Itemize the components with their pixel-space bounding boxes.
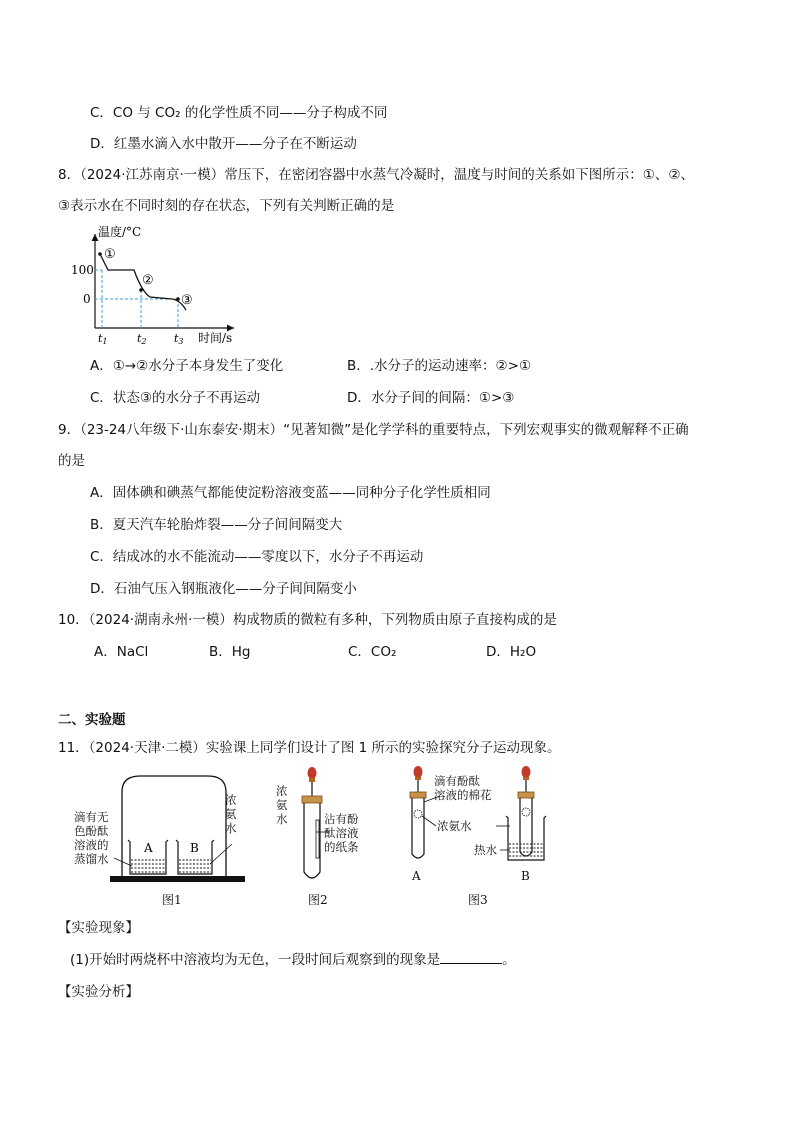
fig3-mid-label: 浓氨水: [437, 819, 472, 833]
fig3-caption: 图3: [468, 893, 488, 907]
q9-option-d: D．石油气压入钢瓶液化——分子间间隔变小: [90, 581, 357, 597]
fig2-caption: 图2: [308, 893, 328, 907]
fig1-caption: 图1: [162, 893, 182, 907]
stopper: [302, 796, 322, 803]
heading-phenomenon: 【实验现象】: [58, 920, 139, 936]
bell-jar: [122, 776, 226, 882]
tick-t2: t2: [137, 332, 147, 346]
q7-option-c: C．CO 与 CO₂ 的化学性质不同——分子构成不同: [90, 105, 388, 121]
fig2-right-label: 沾有酚 酞溶液 的纸条: [324, 812, 359, 854]
q7-option-d: D．红墨水滴入水中散开——分子在不断运动: [90, 136, 357, 152]
tick-100: 100: [71, 263, 94, 277]
fig3-hot-label: 热水: [474, 843, 497, 857]
q10-option-d: D．H₂O: [486, 644, 537, 660]
q10-option-c: C．CO₂: [348, 644, 397, 660]
fig1-right-label: 浓 氨 水: [225, 793, 237, 835]
point-label-2: ②: [142, 273, 154, 288]
q9-option-c: C．结成冰的水不能流动——零度以下，水分子不再运动: [90, 549, 424, 565]
test-tube-b: [520, 798, 532, 856]
beaker-b-label: B: [190, 841, 199, 855]
fig2-left-label: 浓 氨 水: [276, 784, 288, 826]
section-title: 二、实验题: [58, 712, 126, 728]
q10-stem: 10．（2024·湖南永州·一模）构成物质的微粒有多种，下列物质由原子直接构成的是: [58, 612, 557, 628]
tick-0: 0: [83, 292, 91, 306]
fig3-top-label: 滴有酚酞 溶液的棉花: [434, 774, 492, 802]
q10-option-b: B．Hg: [209, 644, 251, 660]
x-axis-label: 时间/s: [198, 331, 233, 345]
q8-temperature-chart: [62, 224, 252, 346]
heading-analysis: 【实验分析】: [58, 984, 139, 1000]
q8-stem-line1: 8．（2024·江苏南京·一模）常压下，在密闭容器中水蒸气冷凝时，温度与时间的关系如下图所示：①、②、: [58, 167, 694, 183]
test-tube-a: [412, 798, 424, 858]
cotton-b: [522, 808, 530, 816]
beaker-hot-water: [506, 816, 546, 860]
q9-option-a: A．固体碘和碘蒸气都能使淀粉溶液变蓝——同种分子化学性质相同: [90, 485, 491, 501]
dropper-bulb-b: [522, 766, 531, 778]
tick-t3: t3: [174, 332, 184, 346]
q9-option-b: B．夏天汽车轮胎炸裂——分子间间隔变大: [90, 517, 343, 533]
q8-option-b: B．.水分子的运动速率：②>①: [347, 358, 532, 374]
point-3: [176, 297, 180, 301]
point-1: [98, 252, 102, 256]
q8-option-c: C．状态③的水分子不再运动: [90, 390, 261, 406]
paper-strip: [316, 820, 319, 858]
q11-stem: 11．（2024·天津·二模）实验课上同学们设计了图 1 所示的实验探究分子运动现象。: [58, 740, 561, 756]
q9-stem-line2: 的是: [58, 453, 85, 469]
fig1-left-label: 滴有无 色酚酞 溶液的 蒸馏水: [74, 810, 109, 866]
q11-sub1: (1)开始时两烧杯中溶液均为无色，一段时间后观察到的现象是 。: [70, 952, 516, 968]
q9-stem-line1: 9．（23-24八年级下·山东泰安·期末）“见著知微”是化学学科的重要特点，下列宏观事实的微观解释不正确: [58, 422, 689, 438]
dropper-bulb-a: [414, 766, 423, 778]
q8-option-d: D．水分子间的间隔：①>③: [347, 390, 515, 406]
q8-option-a: A．①→②水分子本身发生了变化: [90, 358, 284, 374]
stopper-b: [518, 792, 534, 798]
q8-stem-line2: ③表示水在不同时刻的存在状态，下列有关判断正确的是: [58, 198, 395, 214]
y-axis-label: 温度/°C: [98, 225, 142, 239]
stopper-a: [410, 792, 426, 798]
fig3-tube-a-label: A: [412, 869, 421, 883]
point-label-3: ③: [181, 293, 193, 308]
beaker-a-label: A: [144, 841, 153, 855]
point-2: [139, 288, 143, 292]
fig3-tube-b-label: B: [521, 869, 530, 883]
cotton-a: [414, 810, 422, 818]
q10-option-a: A．NaCl: [94, 644, 149, 660]
point-label-1: ①: [104, 247, 116, 262]
tick-t1: t1: [98, 332, 108, 346]
answer-blank[interactable]: [440, 951, 502, 964]
dropper-bulb: [308, 767, 317, 779]
base-plate: [110, 876, 245, 882]
